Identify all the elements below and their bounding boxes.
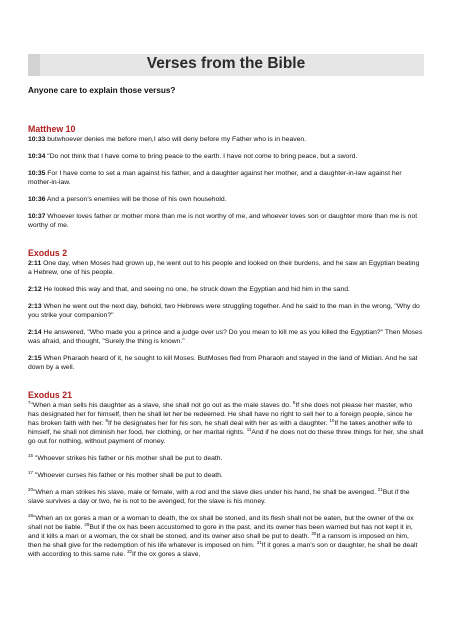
verse-paragraph <box>28 454 424 463</box>
verse-number: 10 <box>329 418 335 423</box>
verse-ref: 2:11 <box>28 260 42 267</box>
verse-text: If she does not please her master, who has designated her for himself, then he shall let her be redeemed. He shall have no right to sell her to a foreign people, since he has broken faith with her. <box>28 402 413 427</box>
verse-paragraph <box>28 488 424 506</box>
verse-number: 32 <box>126 549 132 554</box>
verse-text: But if the ox has been accustomed to gore in the past, and its owner has been warned but has not kept it in, and it kills a man or a woman, the ox shall be stoned, and its owner also shall be put to death. <box>28 524 413 540</box>
verse-number: 8 <box>292 400 296 405</box>
verse-text: "When a man strikes his slave, male or female, with a rod and the slave dies under his hand, he shall be avenged. <box>33 489 378 496</box>
verse-paragraph <box>28 354 424 372</box>
verse-number: 9 <box>105 418 108 423</box>
verse-text: He answered, "Who made you a prince and a judge over us? Do you mean to kill me as you killed the Egyptian?" Then Moses was afraid, and thought, "Surely the thing is known." <box>28 329 423 345</box>
verse-text: When he went out the next day, behold, two Hebrews were struggling together. And he said to the man in the wrong, "Why do you strike your companion?" <box>28 303 420 319</box>
section-heading: Matthew 10 <box>28 124 76 134</box>
verse-text: For I have come to set a man against his father, and a daughter against her mother, and a daughter-in-law against her mother-in-law. <box>28 170 402 186</box>
verse-number: 20 <box>28 487 34 492</box>
verse-text: He looked this way and that, and seeing no one, he struck down the Egyptian and hid him in the sand. <box>41 286 350 293</box>
verse-ref: 2:15 <box>28 355 42 362</box>
verse-text: If the ox gores a slave, <box>132 551 201 558</box>
verse-ref: 10:37 <box>28 213 46 220</box>
verse-paragraph <box>28 212 424 230</box>
verse-number: 29 <box>84 522 90 527</box>
page-title: Verses from the Bible <box>146 55 306 72</box>
verse-paragraph <box>28 302 424 320</box>
section-heading: Exodus 2 <box>28 248 68 258</box>
verse-paragraph <box>28 152 424 161</box>
verse-text: If he designates her for his son, he shall deal with her as with a daughter. <box>107 420 330 427</box>
verse-text: If he takes another wife to himself, he shall not diminish her food, her clothing, or her marital rights. <box>28 420 413 436</box>
verse-text: "Whoever curses his father or his mother shall be put to death. <box>33 472 223 479</box>
verse-paragraph <box>28 401 424 446</box>
verse-paragraph <box>28 259 424 277</box>
section-exodus-2 <box>28 248 424 372</box>
verse-ref: 2:14 <box>28 329 42 336</box>
verse-ref: 10:33 <box>28 136 46 143</box>
verse-number: 31 <box>256 540 262 545</box>
verse-text: "Do not think that I have come to bring peace to the earth. I have not come to bring peace, but a sword. <box>45 153 358 160</box>
verse-text: One day, when Moses had grown up, he went out to his people and looked on their burdens, and he saw an Egyptian beating a Hebrew, one of his people. <box>28 260 420 276</box>
verse-text: "When an ox gores a man or a woman to death, the ox shall be stoned, and its flesh shall not be eaten, but the owner of the ox shall not be liable. <box>28 515 414 531</box>
verse-number: 21 <box>377 487 383 492</box>
verse-paragraph <box>28 169 424 187</box>
verse-ref: 10:35 <box>28 170 46 177</box>
verse-paragraph <box>28 195 424 204</box>
verse-paragraph <box>28 514 424 559</box>
verse-paragraph <box>28 328 424 346</box>
verse-number: 30 <box>311 531 317 536</box>
section-spacer <box>28 380 424 390</box>
document-body <box>28 124 424 567</box>
verse-text: But if the slave survives a day or two, he is not to be avenged, for the slave is his money. <box>28 489 410 505</box>
verse-text: "Whoever strikes his father or his mother shall be put to death. <box>33 455 223 462</box>
page-subtitle: Anyone care to explain those versus? <box>28 86 176 95</box>
verse-text: If a ransom is imposed on him, then he shall give for the redemption of his life whatever is imposed on him. <box>28 533 409 549</box>
verse-text: If it gores a man's son or daughter, he shall be dealt with according to this same rule. <box>28 542 418 558</box>
verse-paragraph <box>28 471 424 480</box>
verse-text: And if he does not do these three things for her, she shall go out for nothing, without payment of money. <box>28 429 424 445</box>
verse-text: And a person's enemies will be those of his own household. <box>45 196 227 203</box>
section-exodus-21 <box>28 390 424 559</box>
verse-number: 15 <box>28 453 34 458</box>
verse-number: 17 <box>28 470 34 475</box>
verse-text: butwhoever denies me before men,I also will deny before my Father who is in heaven. <box>45 136 307 143</box>
verse-text: Whoever loves father or mother more than me is not worthy of me, and whoever loves son or daughter more than me is not worthy of me. <box>28 213 418 229</box>
verse-paragraph <box>28 285 424 294</box>
section-matthew-10 <box>28 124 424 230</box>
section-spacer <box>28 238 424 248</box>
verse-text: "When a man sells his daughter as a slave, she shall not go out as the male slaves do. <box>30 402 293 409</box>
verse-ref: 10:36 <box>28 196 46 203</box>
section-heading: Exodus 21 <box>28 390 73 400</box>
verse-number: 28 <box>28 513 34 518</box>
verse-ref: 2:13 <box>28 303 42 310</box>
verse-text: When Pharaoh heard of it, he sought to kill Moses. ButMoses fled from Pharaoh and stayed in the land of Midian. And he sat down by a well. <box>28 355 418 371</box>
verse-paragraph <box>28 135 424 144</box>
verse-ref: 10:34 <box>28 153 46 160</box>
verse-number: 11 <box>246 427 252 432</box>
verse-number: 7 <box>28 400 31 405</box>
verse-ref: 2:12 <box>28 286 42 293</box>
